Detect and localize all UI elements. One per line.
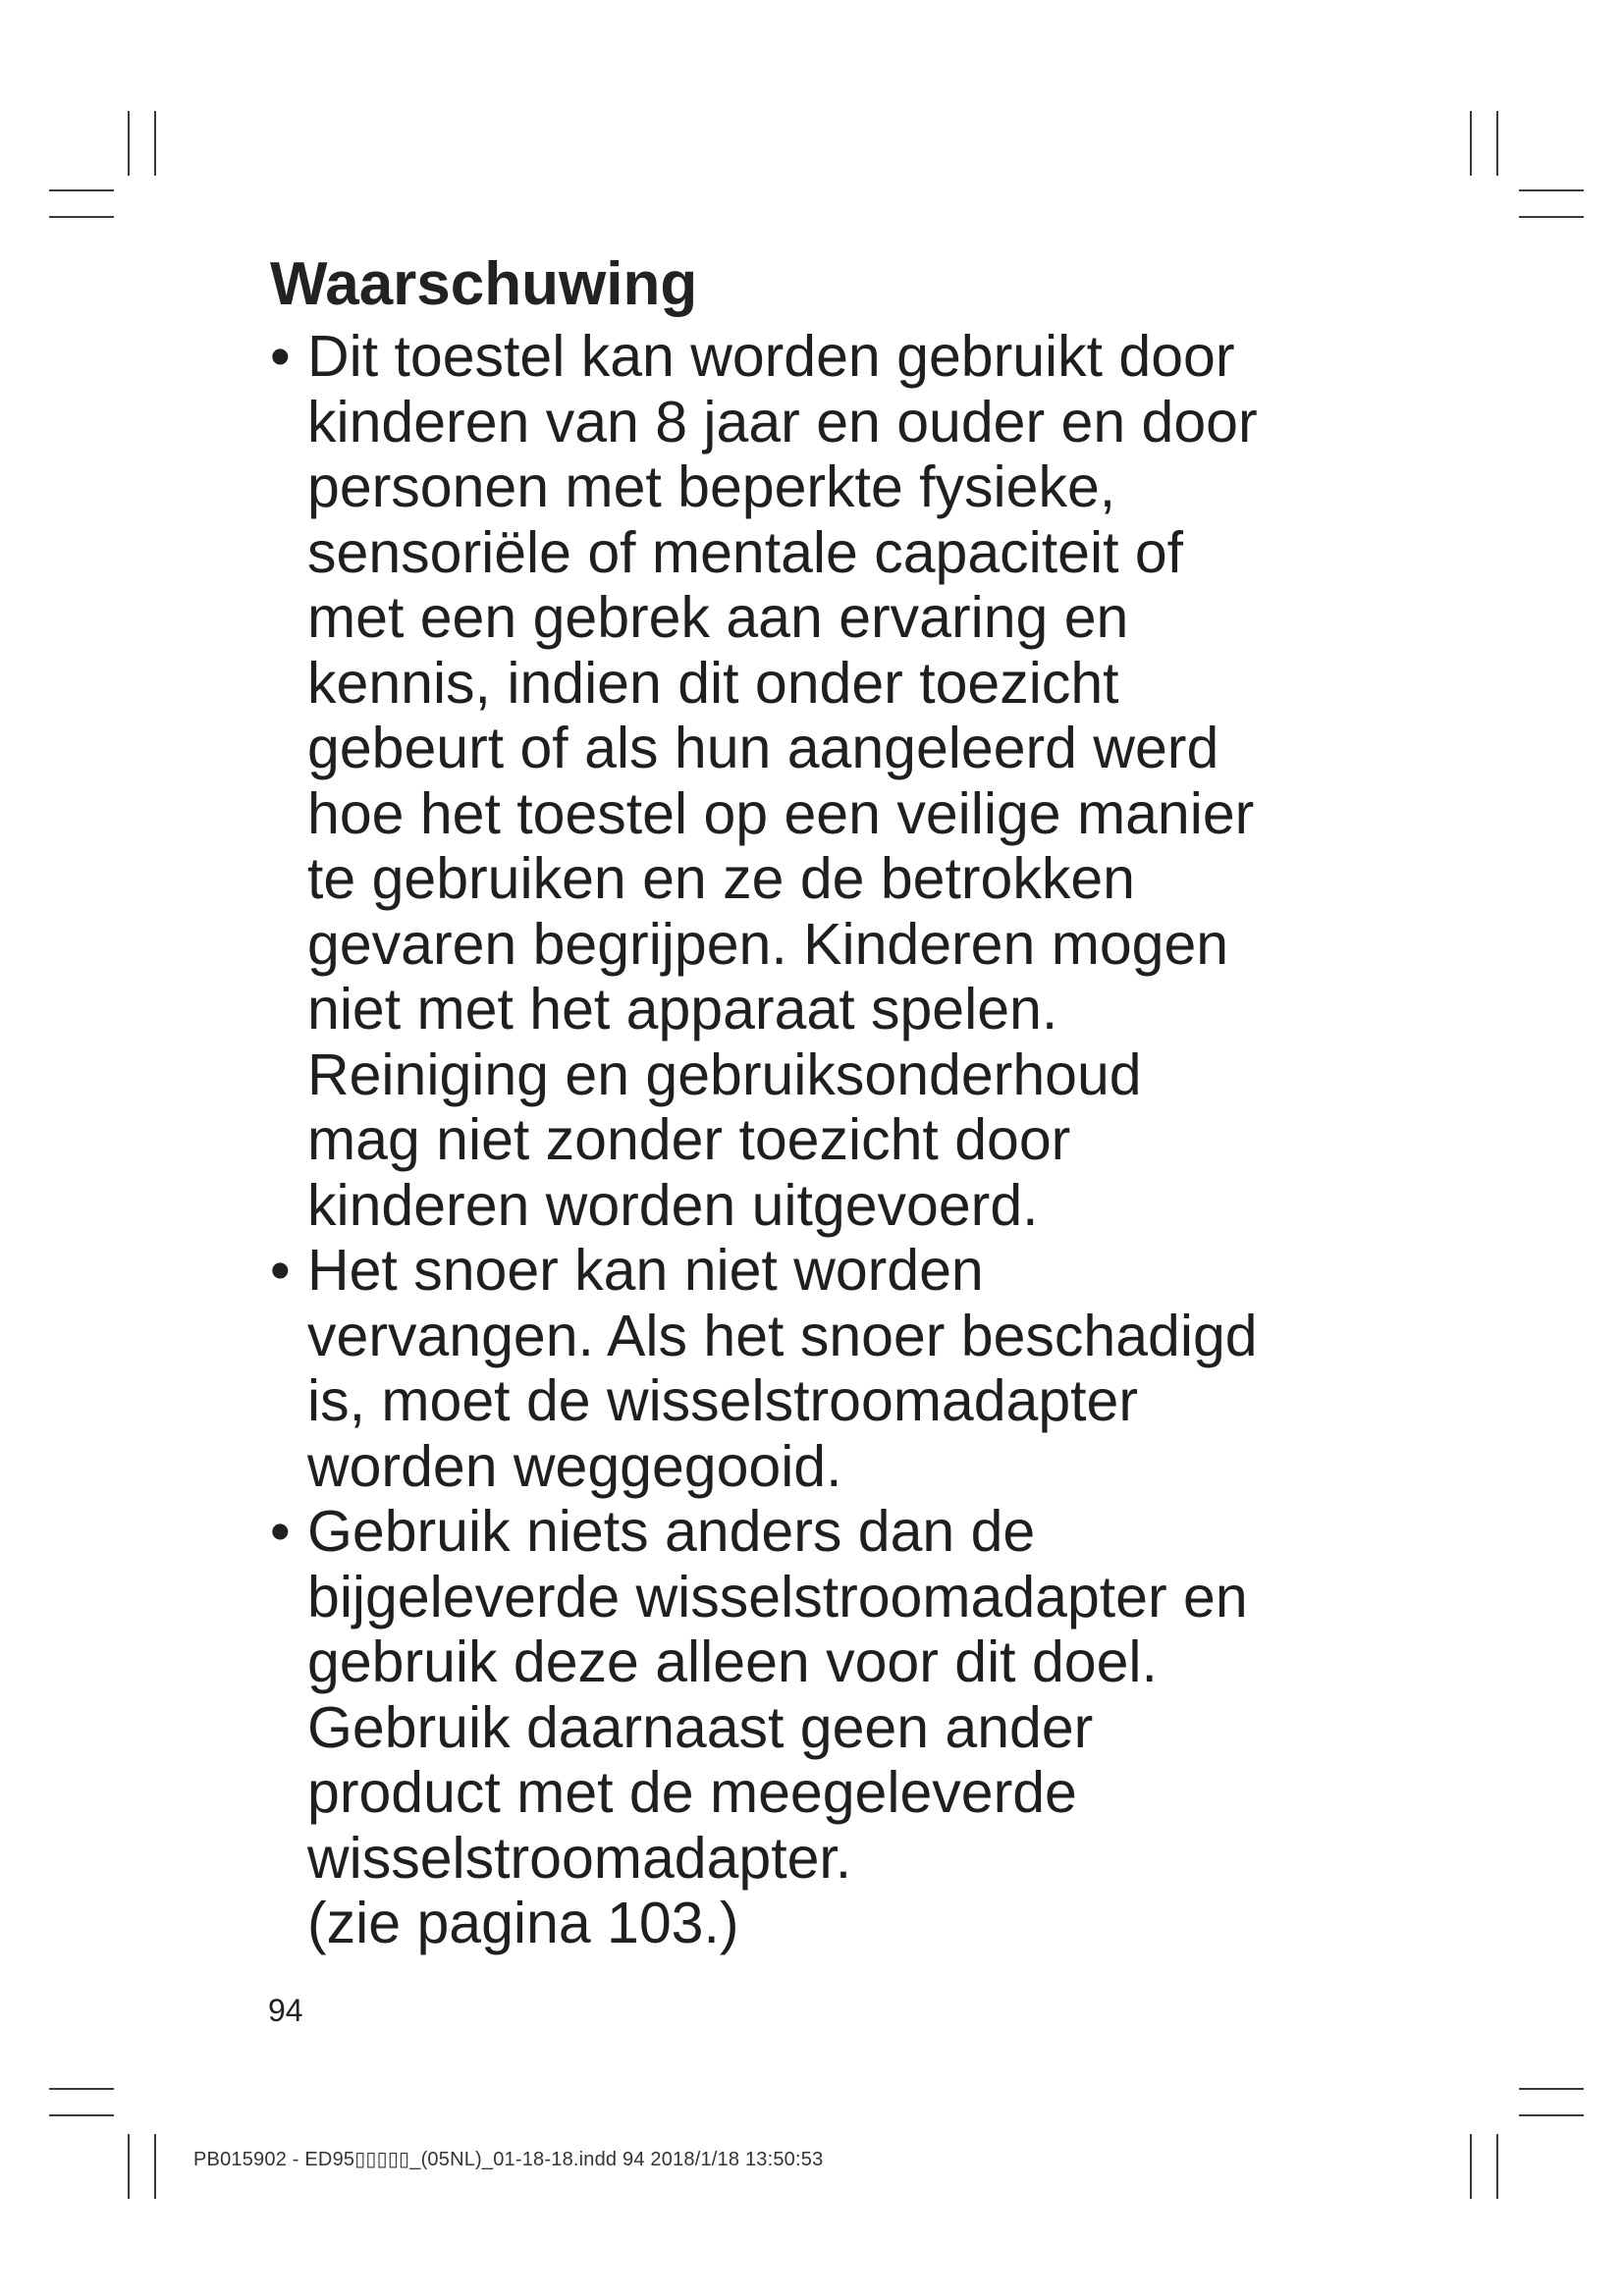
warning-text-line: personen met beperkte fysieke, (307, 454, 1116, 519)
warning-text-line: Reiniging en gebruiksonderhoud (307, 1041, 1142, 1107)
warning-text-line: sensoriële of mentale capaciteit of (307, 519, 1184, 585)
crop-mark-bottom-left-h2 (49, 2114, 114, 2116)
crop-mark-bottom-right-h1 (1519, 2088, 1584, 2090)
bullet-icon: • (270, 1238, 291, 1303)
crop-mark-top-right-v1 (1470, 111, 1472, 176)
crop-mark-bottom-right-v1 (1470, 2134, 1472, 2199)
warning-text-line: vervangen. Als het snoer beschadigd (307, 1303, 1258, 1368)
warning-text-line: te gebruiken en ze de betrokken (307, 846, 1135, 911)
crop-mark-top-left-v2 (154, 111, 156, 176)
warning-text-line: product met de meegeleverde (307, 1760, 1077, 1825)
bullet-icon: • (270, 324, 291, 389)
crop-mark-bottom-left-h1 (49, 2088, 114, 2090)
warning-text-line: gevaren begrijpen. Kinderen mogen (307, 911, 1229, 977)
warning-text-line: kinderen van 8 jaar en ouder en door (307, 389, 1258, 454)
warning-text-line: Dit toestel kan worden gebruikt door (307, 324, 1235, 389)
warning-text-line: Het snoer kan niet worden (307, 1238, 984, 1303)
warning-item (270, 1238, 1399, 1499)
crop-mark-bottom-right-h2 (1519, 2114, 1584, 2116)
warning-text-line: Gebruik niets anders dan de (307, 1499, 1036, 1564)
warning-text-line: met een gebrek aan ervaring en (307, 585, 1129, 650)
warning-text-line: gebruik deze alleen voor dit doel. (307, 1629, 1158, 1694)
crop-mark-top-right-v2 (1496, 111, 1498, 176)
bullet-icon: • (270, 1499, 291, 1564)
page-number: 94 (268, 1993, 303, 2028)
section-title: Waarschuwing (270, 250, 698, 318)
crop-mark-top-left-h1 (49, 189, 114, 191)
crop-mark-top-right-h1 (1519, 189, 1584, 191)
warning-text-line: is, moet de wisselstroomadapter (307, 1368, 1139, 1433)
warning-list (270, 324, 1399, 1956)
warning-text-line: (zie pagina 103.) (307, 1891, 739, 1955)
warning-text-line: kennis, indien dit onder toezicht (307, 650, 1119, 716)
crop-mark-top-left-v1 (128, 111, 130, 176)
warning-text-line: mag niet zonder toezicht door (307, 1107, 1071, 1172)
warning-text-line: worden weggegooid. (307, 1433, 842, 1499)
warning-text-line: niet met het apparaat spelen. (307, 977, 1058, 1041)
footer-file-info: PB015902 - ED95▯▯▯▯▯_(05NL)_01-18-18.indd 94 2018/1/18 13:50:53 (193, 2149, 824, 2170)
crop-mark-top-right-h2 (1519, 216, 1584, 218)
warning-text-line: bijgeleverde wisselstroomadapter en (307, 1564, 1248, 1629)
crop-mark-bottom-right-v2 (1496, 2134, 1498, 2199)
crop-mark-top-left-h2 (49, 216, 114, 218)
warning-item (270, 324, 1399, 1238)
warning-text-line: kinderen worden uitgevoerd. (307, 1172, 1039, 1238)
warning-text-line: hoe het toestel op een veilige manier (307, 780, 1255, 846)
warning-section (270, 245, 1399, 1956)
warning-text-line: wisselstroomadapter. (307, 1825, 852, 1891)
crop-mark-bottom-left-v1 (128, 2134, 130, 2199)
crop-mark-bottom-left-v2 (154, 2134, 156, 2199)
warning-text-line: Gebruik daarnaast geen ander (307, 1694, 1094, 1760)
warning-text-line: gebeurt of als hun aangeleerd werd (307, 716, 1219, 780)
warning-item (270, 1499, 1399, 1956)
